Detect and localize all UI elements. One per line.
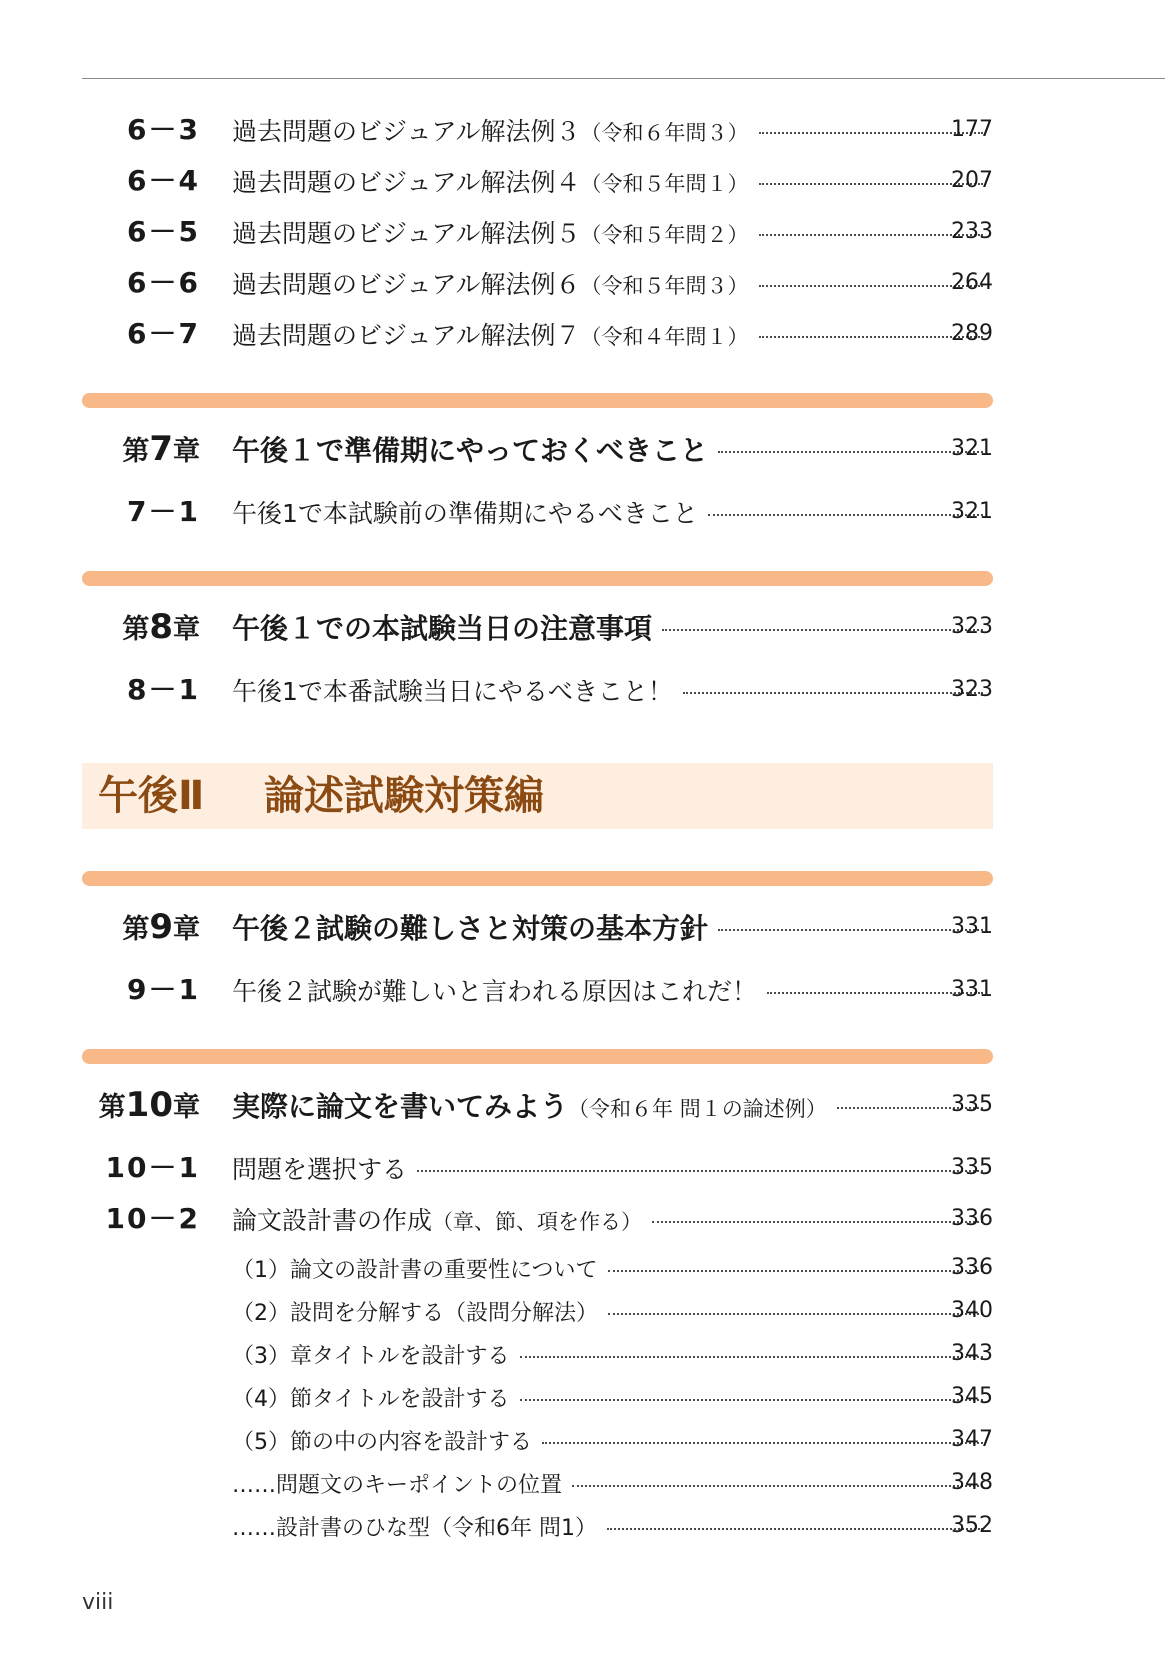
- section-title: 過去問題のビジュアル解法例３（令和６年問３）: [232, 117, 749, 146]
- section-title: 過去問題のビジュアル解法例７（令和４年問１）: [232, 321, 749, 350]
- leader-dots: [759, 234, 983, 236]
- toc-row-chapter-10[interactable]: [0, 1083, 1165, 1127]
- chapter-title: 午後１で準備期にやっておくべきこと: [232, 434, 709, 467]
- leader-dots: [520, 1356, 983, 1358]
- toc-row-6-6[interactable]: [0, 261, 1165, 305]
- subsection-title: ……問題文のキーポイントの位置: [232, 1472, 563, 1498]
- page-number: 321: [951, 436, 993, 461]
- chapter-number: 第9章: [122, 907, 200, 947]
- chapter-divider-bar: [82, 393, 993, 408]
- subsection-title: （3）章タイトルを設計する: [232, 1343, 510, 1369]
- leader-dots: [683, 692, 983, 694]
- page-number: 343: [951, 1341, 993, 1366]
- toc-row-6-7[interactable]: [0, 312, 1165, 356]
- section-title: 論文設計書の作成（章、節、項を作る）: [232, 1206, 643, 1235]
- leader-dots: [542, 1442, 983, 1444]
- part-title: 論述試験対策編: [264, 773, 544, 819]
- toc-row-8-1[interactable]: [0, 668, 1165, 712]
- page-number: 335: [951, 1092, 993, 1117]
- page-number: 336: [951, 1206, 993, 1231]
- toc-row-10-2[interactable]: [0, 1197, 1165, 1241]
- page-number: 331: [951, 914, 993, 939]
- toc-row-10-1[interactable]: [0, 1146, 1165, 1190]
- chapter-divider-bar: [82, 1049, 993, 1064]
- subsection-title: （4）節タイトルを設計する: [232, 1386, 510, 1412]
- page-number: 331: [951, 977, 993, 1002]
- subsection-title: ……設計書のひな型（令和6年 問1）: [232, 1515, 597, 1541]
- chapter-number: 第10章: [98, 1085, 200, 1125]
- page-number: 177: [951, 117, 993, 142]
- section-number: 7－1: [127, 495, 200, 528]
- section-number: 6－7: [127, 317, 200, 350]
- subsection-title: （1）論文の設計書の重要性について: [232, 1257, 598, 1283]
- section-number: 10－2: [105, 1202, 200, 1235]
- subsection-title: （2）設問を分解する（設問分解法）: [232, 1300, 598, 1326]
- leader-dots: [652, 1221, 983, 1223]
- leader-dots: [572, 1485, 983, 1487]
- section-number: 9－1: [127, 973, 200, 1006]
- section-number: 6－6: [127, 266, 200, 299]
- section-title: 午後1で本試験前の準備期にやるべきこと: [232, 499, 698, 528]
- page-number: 336: [951, 1255, 993, 1280]
- toc-subrow-3[interactable]: [0, 1332, 1165, 1376]
- section-title: 過去問題のビジュアル解法例４（令和５年問１）: [232, 168, 749, 197]
- section-title: 過去問題のビジュアル解法例６（令和５年問３）: [232, 270, 749, 299]
- section-title: 過去問題のビジュアル解法例５（令和５年問２）: [232, 219, 749, 248]
- toc-subrow-4[interactable]: [0, 1375, 1165, 1419]
- page-number: 345: [951, 1384, 993, 1409]
- page-number: 207: [951, 168, 993, 193]
- chapter-divider-bar: [82, 871, 993, 886]
- page-number: 233: [951, 219, 993, 244]
- toc-row-6-4[interactable]: [0, 159, 1165, 203]
- chapter-title: 実際に論文を書いてみよう（令和６年 問１の論述例）: [232, 1090, 827, 1123]
- page-number: 289: [951, 321, 993, 346]
- leader-dots: [608, 1313, 983, 1315]
- section-number: 10－1: [105, 1151, 200, 1184]
- page-number: 323: [951, 677, 993, 702]
- toc-subrow-1[interactable]: [0, 1246, 1165, 1290]
- toc-subrow-7[interactable]: [0, 1504, 1165, 1548]
- leader-dots: [718, 929, 983, 931]
- top-rule: [82, 78, 1165, 79]
- page-number: 347: [951, 1427, 993, 1452]
- leader-dots: [759, 336, 983, 338]
- page-number: 348: [951, 1470, 993, 1495]
- toc-subrow-2[interactable]: [0, 1289, 1165, 1333]
- leader-dots: [607, 1528, 983, 1530]
- leader-dots: [708, 514, 983, 516]
- section-number: 6－5: [127, 215, 200, 248]
- section-number: 8－1: [127, 673, 200, 706]
- section-title: 問題を選択する: [232, 1155, 408, 1184]
- toc-row-6-3[interactable]: [0, 108, 1165, 152]
- toc-subrow-6[interactable]: [0, 1461, 1165, 1505]
- page-number: 340: [951, 1298, 993, 1323]
- page-number: 264: [951, 270, 993, 295]
- page-folio: viii: [82, 1590, 114, 1615]
- leader-dots: [662, 629, 983, 631]
- leader-dots: [759, 183, 983, 185]
- leader-dots: [759, 132, 983, 134]
- leader-dots: [608, 1270, 983, 1272]
- leader-dots: [417, 1170, 983, 1172]
- leader-dots: [759, 285, 983, 287]
- chapter-number: 第8章: [122, 607, 200, 647]
- toc-row-chapter-9[interactable]: [0, 905, 1165, 949]
- subsection-title: （5）節の中の内容を設計する: [232, 1429, 532, 1455]
- toc-row-9-1[interactable]: [0, 968, 1165, 1012]
- section-title: 午後２試験が難しいと言われる原因はこれだ！: [232, 977, 758, 1006]
- toc-row-7-1[interactable]: [0, 490, 1165, 534]
- page-number: 352: [951, 1513, 993, 1538]
- chapter-divider-bar: [82, 571, 993, 586]
- toc-row-6-5[interactable]: [0, 210, 1165, 254]
- section-number: 6－4: [127, 164, 200, 197]
- leader-dots: [718, 451, 983, 453]
- page-number: 321: [951, 499, 993, 524]
- section-title: 午後1で本番試験当日にやるべきこと！: [232, 677, 673, 706]
- toc-subrow-5[interactable]: [0, 1418, 1165, 1462]
- section-number: 6－3: [127, 113, 200, 146]
- leader-dots: [520, 1399, 983, 1401]
- page-number: 335: [951, 1155, 993, 1180]
- toc-row-chapter-7[interactable]: [0, 427, 1165, 471]
- page-number: 323: [951, 614, 993, 639]
- toc-row-chapter-8[interactable]: [0, 605, 1165, 649]
- chapter-title: 午後２試験の難しさと対策の基本方針: [232, 912, 709, 945]
- part-banner: [82, 763, 993, 829]
- chapter-number: 第7章: [122, 429, 200, 469]
- chapter-title: 午後１での本試験当日の注意事項: [232, 612, 653, 645]
- part-label: 午後Ⅱ: [98, 773, 205, 819]
